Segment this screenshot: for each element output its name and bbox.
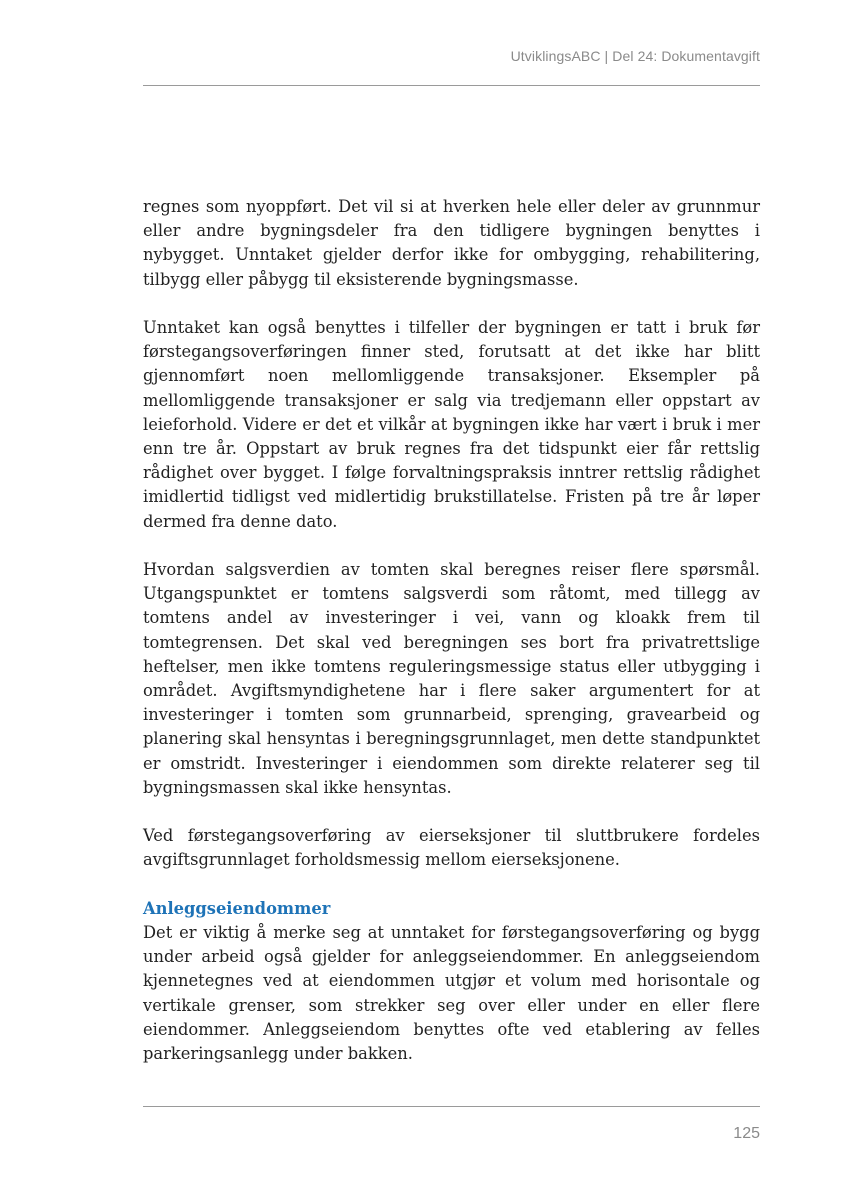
section-heading: Anleggseiendommer bbox=[143, 898, 331, 918]
footer-divider bbox=[143, 1106, 760, 1107]
running-header: UtviklingsABC | Del 24: Dokumentavgift bbox=[510, 48, 760, 64]
header-divider bbox=[143, 85, 760, 86]
section-paragraph: Det er viktig å merke seg at unntaket for førstegangsoverføring og bygg under arbeid også gjelder for anleggseiendommer. En anleggseiendom kjennetegnes ved at eiendommen utgjør et volum med horisontale og vertikale grenser, som strekker seg over eller under en eller flere eiendommer. Anleggseiendom benyttes ofte ved etablering av felles parkeringsanlegg under bakken. bbox=[143, 923, 760, 1064]
page-body bbox=[143, 195, 760, 1066]
paragraph: Ved førstegangsoverføring av eierseksjoner til sluttbrukere fordeles avgiftsgrunnlaget forholdsmessig mellom eierseksjonene. bbox=[143, 826, 760, 870]
paragraph: Unntaket kan også benyttes i tilfeller der bygningen er tatt i bruk før førstegangsoverføringen finner sted, forutsatt at det ikke har blitt gjennomført noen mellomliggende transaksjoner. Eksempler på mellomliggende transaksjoner er salg via tredjemann eller oppstart av leieforhold. Videre er det et vilkår at bygningen ikke har vært i bruk i mer enn tre år. Oppstart av bruk regnes fra det tidspunkt eier får rettslig rådighet over bygget. I følge forvaltningspraksis inntrer rettslig rådighet imidlertid tidligst ved midlertidig brukstillatelse. Fristen på tre år løper dermed fra denne dato. bbox=[143, 318, 760, 531]
paragraph: regnes som nyoppført. Det vil si at hverken hele eller deler av grunnmur eller andre bygningsdeler fra den tidligere bygningen benyttes i nybygget. Unntaket gjelder derfor ikke for ombygging, rehabilitering, tilbygg eller påbygg til eksisterende bygningsmasse. bbox=[143, 197, 760, 289]
paragraph: Hvordan salgsverdien av tomten skal beregnes reiser flere spørsmål. Utgangspunktet er tomtens salgsverdi som råtomt, med tillegg av tomtens andel av investeringer i vei, vann og kloakk frem til tomtegrensen. Det skal ved beregningen ses bort fra privatrettslige heftelser, men ikke tomtens reguleringsmessige status eller utbygging i området. Avgiftsmyndighetene har i flere saker argumentert for at investeringer i tomten som grunnarbeid, sprenging, gravearbeid og planering skal hensyntas i beregningsgrunnlaget, men dette standpunktet er omstridt. Investeringer i eiendommen som direkte relaterer seg til bygningsmassen skal ikke hensyntas. bbox=[143, 560, 760, 797]
page-number: 125 bbox=[733, 1125, 760, 1142]
